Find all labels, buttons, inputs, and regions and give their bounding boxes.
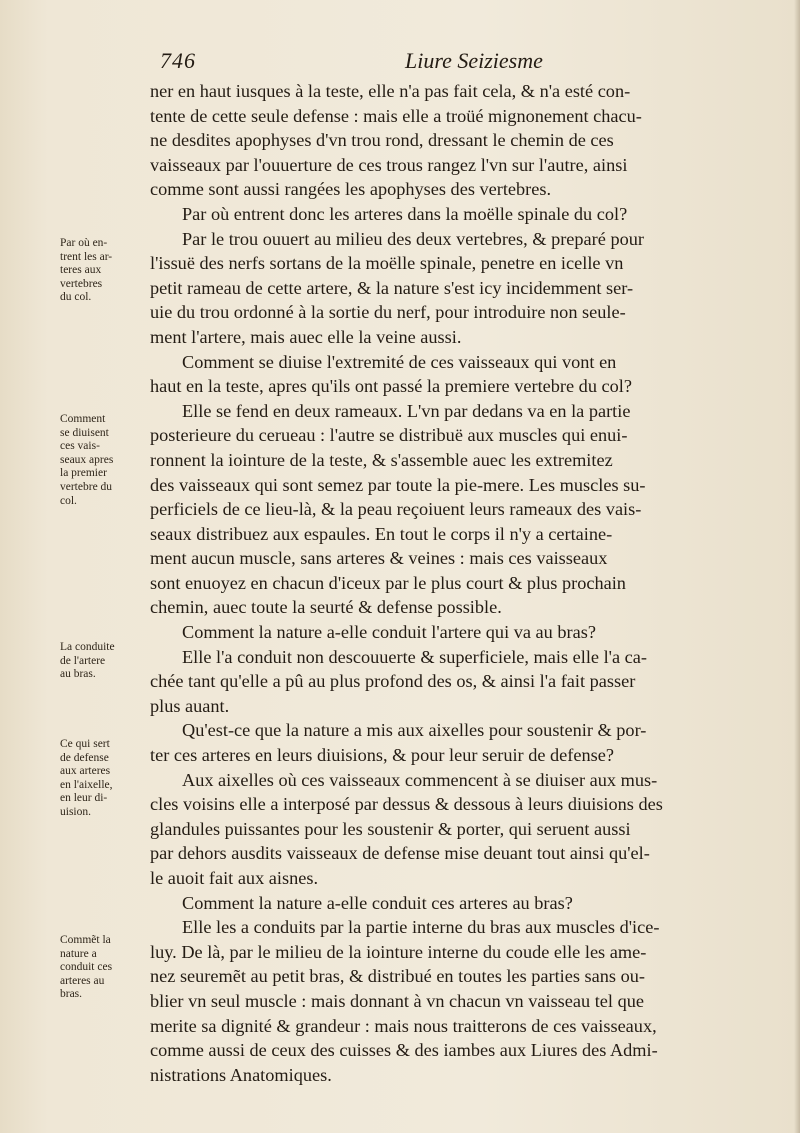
text-line: comme aussi de ceux des cuisses & des iambes aux Liures des Admi- [150,1040,658,1061]
margin-note-line: uision. [60,805,91,818]
text-line: comme sont aussi rangées les apophyses des vertebres. [150,179,552,200]
answer-line: Elle les a conduits par la partie interne du bras aux muscles d'ice- [182,917,660,938]
answer-line: Elle se fend en deux rameaux. L'vn par dedans va en la partie [182,400,631,421]
text-line: petit rameau de cette artere, & la nature s'est icy incidemment ser- [150,277,634,298]
margin-note-line: conduit ces [60,961,113,974]
text-line: ter ces arteres en leurs diuisions, & pour leur seruir de defense? [150,745,614,766]
question-line: Qu'est-ce que la nature a mis aux aixelles pour soustenir & por- [182,720,647,741]
text-line: par dehors ausdits vaisseaux de defense mise deuant tout ainsi qu'el- [150,843,650,864]
margin-note-line: de l'artere [60,654,106,667]
text-line: vaisseaux par l'ouuerture de ces trous rangez l'vn sur l'autre, ainsi [150,154,628,175]
margin-note-line: vertebre du [60,480,113,493]
answer-line: Elle l'a conduit non descouuerte & superficiele, mais elle l'a ca- [182,646,647,667]
page-header [160,48,760,78]
margin-note-line: au bras. [60,668,96,681]
margin-note [60,413,152,508]
text-line: chemin, auec toute la seurté & defense possible. [150,597,502,618]
text-line: uie du trou ordonné à la sortie du nerf, pour introduire non seule- [150,302,626,323]
margin-note-line: col. [60,494,77,507]
margin-note-line: Commẽt la [60,934,111,946]
text-line: ne desdites apophyses d'vn trou rond, dressant le chemin de ces [150,130,614,151]
text-line: des vaisseaux qui sont semez par toute la pie-mere. Les muscles su- [150,474,646,495]
text-line: nez seuremẽt au petit bras, & distribué en toutes les parties sans ou- [150,966,645,987]
question-line: Par où entrent donc les arteres dans la moëlle spinale du col? [182,203,628,224]
text-line: tente de cette seule defense : mais elle a troüé mignonement chacu- [150,105,642,126]
question-line: Comment se diuise l'extremité de ces vaisseaux qui vont en [182,351,617,372]
margin-note-line: arteres au [60,974,105,987]
margin-note [60,641,152,682]
text-line: ment l'artere, mais auec elle la veine aussi. [150,326,462,347]
text-line: ment aucun muscle, sans arteres & veines : mais ces vaisseaux [150,548,608,569]
margin-note-line: en l'aixelle, [60,778,113,791]
text-line: nistrations Anatomiques. [150,1064,332,1085]
margin-note-line: se diuisent [60,426,109,439]
text-line: perficiels de ce lieu-là, & la peau reçoiuent leurs rameaux des vais- [150,499,642,520]
margin-note-line: du col. [60,291,92,304]
text-line: glandules puissantes pour les soustenir & porter, qui seruent aussi [150,818,631,839]
question-line: Comment la nature a-elle conduit l'artere qui va au bras? [182,622,596,643]
margin-note [60,934,152,1002]
text-line: plus auant. [150,695,230,716]
page-number: 746 [160,48,196,73]
text-line: luy. De là, par le milieu de la iointure interne du coude elle les ame- [150,941,647,962]
margin-note-line: seaux apres [60,453,114,466]
margin-note-line: en leur di- [60,792,108,805]
text-line: ronnent la iointure de la teste, & s'assemble auec les extremitez [150,449,613,470]
margin-note [60,237,152,305]
answer-line: Par le trou ouuert au milieu des deux vertebres, & preparé pour [182,228,644,249]
margin-note-line: nature a [60,947,97,960]
text-line: seaux distribuez aux espaules. En tout le corps il n'y a certaine- [150,523,613,544]
main-text-block [150,79,770,1087]
text-line: le auoit fait aux aisnes. [150,868,319,888]
margin-note-line: Comment [60,413,106,425]
text-line: merite sa dignité & grandeur : mais nous traitterons de ces vaisseaux, [150,1015,657,1036]
text-line: chée tant qu'elle a pû au plus profond des os, & ainsi l'a fait passer [150,671,636,692]
answer-line: Aux aixelles où ces vaisseaux commencent à se diuiser aux mus- [182,769,658,790]
margin-note-line: Par où en- [60,237,108,249]
margin-note-line: la premier [60,467,107,480]
text-line: haut en la teste, apres qu'ils ont passé la premiere vertebre du col? [150,376,632,397]
running-head: Liure Seiziesme [405,48,543,73]
margin-note-line: Ce qui sert [60,738,110,750]
margin-note-line: vertebres [60,277,103,290]
text-line: l'issuë des nerfs sortans de la moëlle spinale, penetre en icelle vn [150,253,624,274]
text-line: blier vn seul muscle : mais donnant à vn chacun vn vaisseau tel que [150,990,644,1011]
margin-note-line: teres aux [60,264,102,277]
question-line: Comment la nature a-elle conduit ces arteres au bras? [182,892,573,913]
text-line: cles voisins elle a interposé par dessus & dessous à leurs diuisions des [150,794,663,815]
margin-note-line: La conduite [60,641,115,653]
margin-note-line: bras. [60,988,83,1001]
text-line: sont enuoyez en chacun d'iceux par le plus court & plus prochain [150,572,626,593]
margin-note-line: de defense [60,751,109,764]
margin-note-line: aux arteres [60,765,111,778]
margin-note [60,738,152,820]
text-line: ner en haut iusques à la teste, elle n'a pas fait cela, & n'a esté con- [150,81,631,101]
margin-note-line: trent les ar- [60,250,113,263]
page-edge-shadow [794,0,800,1133]
text-line: posterieure du cerueau : l'autre se distribuë aux muscles qui enui- [150,425,628,446]
margin-note-line: ces vais- [60,440,100,453]
